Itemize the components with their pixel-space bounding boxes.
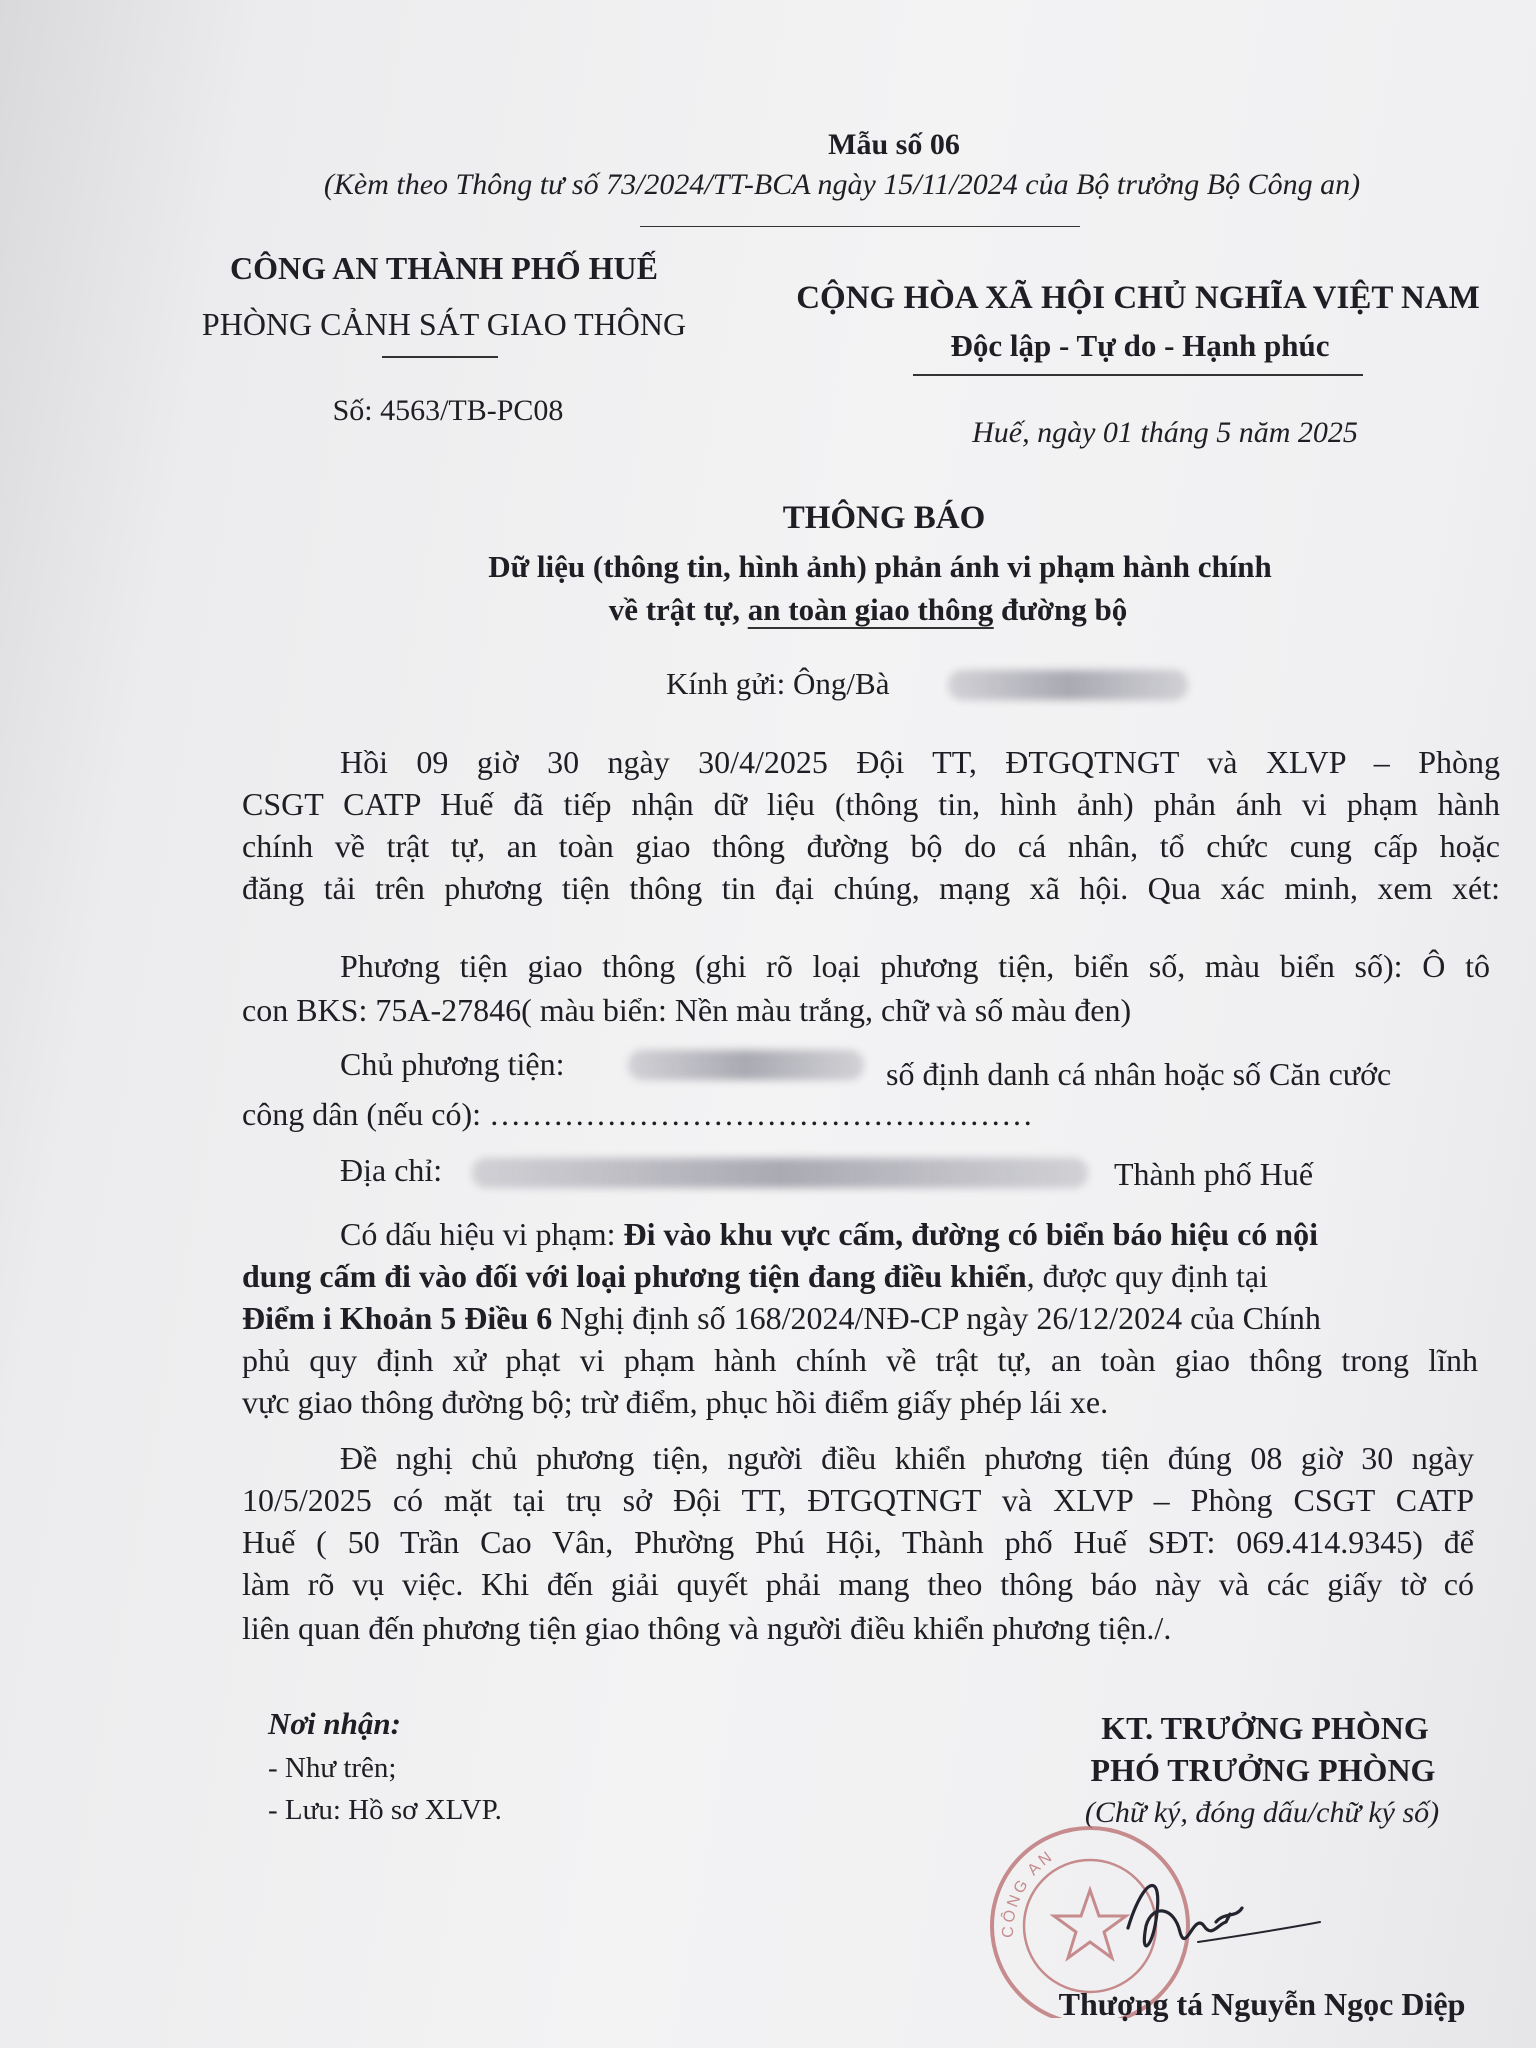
- place-date: Huế, ngày 01 tháng 5 năm 2025: [972, 416, 1358, 449]
- decree-ref: Nghị định số 168/2024/NĐ-CP ngày 26/12/2024 của Chính: [552, 1300, 1321, 1336]
- agency-line2: PHÒNG CẢNH SÁT GIAO THÔNG: [201, 306, 687, 342]
- sign-title-2: PHÓ TRƯỞNG PHÒNG: [1090, 1752, 1436, 1788]
- violation-article: Điểm i Khoản 5 Điều 6: [242, 1300, 553, 1336]
- signature-icon: [1128, 1885, 1320, 1945]
- p5-line3: [242, 1300, 1321, 1337]
- sign-title-1: KT. TRƯỞNG PHÒNG: [1101, 1710, 1429, 1746]
- recipient-label: Kính gửi: Ông/Bà: [666, 666, 890, 701]
- redacted-owner-name: [628, 1050, 864, 1080]
- address-label: Địa chỉ:: [340, 1152, 443, 1188]
- signer-name: Thượng tá Nguyễn Ngọc Diệp: [1058, 1986, 1466, 2022]
- agency-underline: [382, 356, 498, 358]
- doc-subtitle-2: [609, 592, 1128, 628]
- address-city: Thành phố Huế: [1114, 1156, 1314, 1192]
- p6-line3: Huế ( 50 Trần Cao Vân, Phường Phú Hội, Thành phố Huế SĐT: 069.414.9345) để: [242, 1524, 1474, 1560]
- p5-line5: vực giao thông đường bộ; trừ điểm, phục hồi điểm giấy phép lái xe.: [242, 1384, 1109, 1420]
- p1-line2: CSGT CATP Huế đã tiếp nhận dữ liệu (thông tin, hình ảnh) phản ánh vi phạm hành: [242, 786, 1500, 822]
- p6-line4: làm rõ vụ việc. Khi đến giải quyết phải mang theo thông báo này và các giấy tờ có: [242, 1566, 1474, 1602]
- redacted-address: [472, 1158, 1088, 1188]
- p5-line4: phủ quy định xử phạt vi phạm hành chính về trật tự, an toàn giao thông trong lĩnh: [242, 1342, 1478, 1378]
- p2-line2: con BKS: 75A-27846( màu biển: Nền màu trắng, chữ và số màu đen): [242, 992, 1132, 1028]
- violation-ref-lead: , được quy định tại: [1026, 1258, 1268, 1294]
- p1-line1: Hồi 09 giờ 30 ngày 30/4/2025 Đội TT, ĐTGQTNGT và XLVP – Phòng: [340, 744, 1500, 780]
- subtitle-part-c: đường bộ: [993, 592, 1128, 627]
- owner-id-label: số định danh cá nhân hoặc số Căn cước: [886, 1056, 1392, 1092]
- redacted-recipient-name: [948, 670, 1188, 700]
- subtitle-part-underlined: an toàn giao thông: [747, 592, 994, 627]
- id-number-line: công dân (nếu có): ……………………………………………: [242, 1096, 1034, 1132]
- violation-label: Có dấu hiệu vi phạm:: [340, 1216, 624, 1252]
- agency-line1: CÔNG AN THÀNH PHỐ HUẾ: [230, 250, 658, 286]
- form-number: Mẫu số 06: [828, 128, 960, 161]
- doc-subtitle-1: Dữ liệu (thông tin, hình ảnh) phản ánh vi phạm hành chính: [488, 549, 1272, 584]
- p6-line5: liên quan đến phương tiện giao thông và người điều khiển phương tiện./.: [242, 1610, 1172, 1646]
- recipient-2: - Lưu: Hồ sơ XLVP.: [268, 1794, 502, 1826]
- p5-line2: [242, 1258, 1268, 1295]
- p2-line1: Phương tiện giao thông (ghi rõ loại phương tiện, biển số, màu biển số): Ô tô: [340, 948, 1490, 984]
- motto: Độc lập - Tự do - Hạnh phúc: [950, 328, 1330, 363]
- p6-line2: 10/5/2025 có mặt tại trụ sở Đội TT, ĐTGQTNGT và XLVP – Phòng CSGT CATP: [242, 1482, 1474, 1518]
- p5-line1: [340, 1216, 1482, 1253]
- p1-line3: chính về trật tự, an toàn giao thông đường bộ do cá nhân, tổ chức cung cấp hoặc: [242, 828, 1500, 864]
- owner-label: Chủ phương tiện:: [340, 1046, 565, 1082]
- violation-desc-1: Đi vào khu vực cấm, đường có biển báo hiệu có nội: [623, 1216, 1318, 1252]
- seal-text: CÔNG AN: [999, 1847, 1058, 1939]
- recipient-1: - Như trên;: [268, 1752, 397, 1784]
- nation-title: CỘNG HÒA XÃ HỘI CHỦ NGHĨA VIỆT NAM: [796, 280, 1480, 316]
- p1-line4: đăng tải trên phương tiện thông tin đại chúng, mạng xã hội. Qua xác minh, xem xét:: [242, 870, 1500, 906]
- p6-line1: Đề nghị chủ phương tiện, người điều khiển phương tiện đúng 08 giờ 30 ngày: [340, 1440, 1474, 1476]
- subtitle-part-a: về trật tự,: [608, 592, 748, 627]
- svg-text:CÔNG AN: [999, 1847, 1058, 1938]
- recipients-title: Nơi nhận:: [268, 1706, 401, 1741]
- header-divider: [640, 226, 1080, 227]
- violation-desc-2: dung cấm đi vào đối với loại phương tiện đang điều khiển: [242, 1258, 1027, 1294]
- motto-underline: [913, 374, 1363, 376]
- attachment-note: (Kèm theo Thông tư số 73/2024/TT-BCA ngày 15/11/2024 của Bộ trưởng Bộ Công an): [323, 168, 1361, 201]
- sign-note: (Chữ ký, đóng dấu/chữ ký số): [1084, 1796, 1440, 1829]
- doc-title: THÔNG BÁO: [782, 500, 986, 536]
- doc-number: Số: 4563/TB-PC08: [332, 394, 564, 427]
